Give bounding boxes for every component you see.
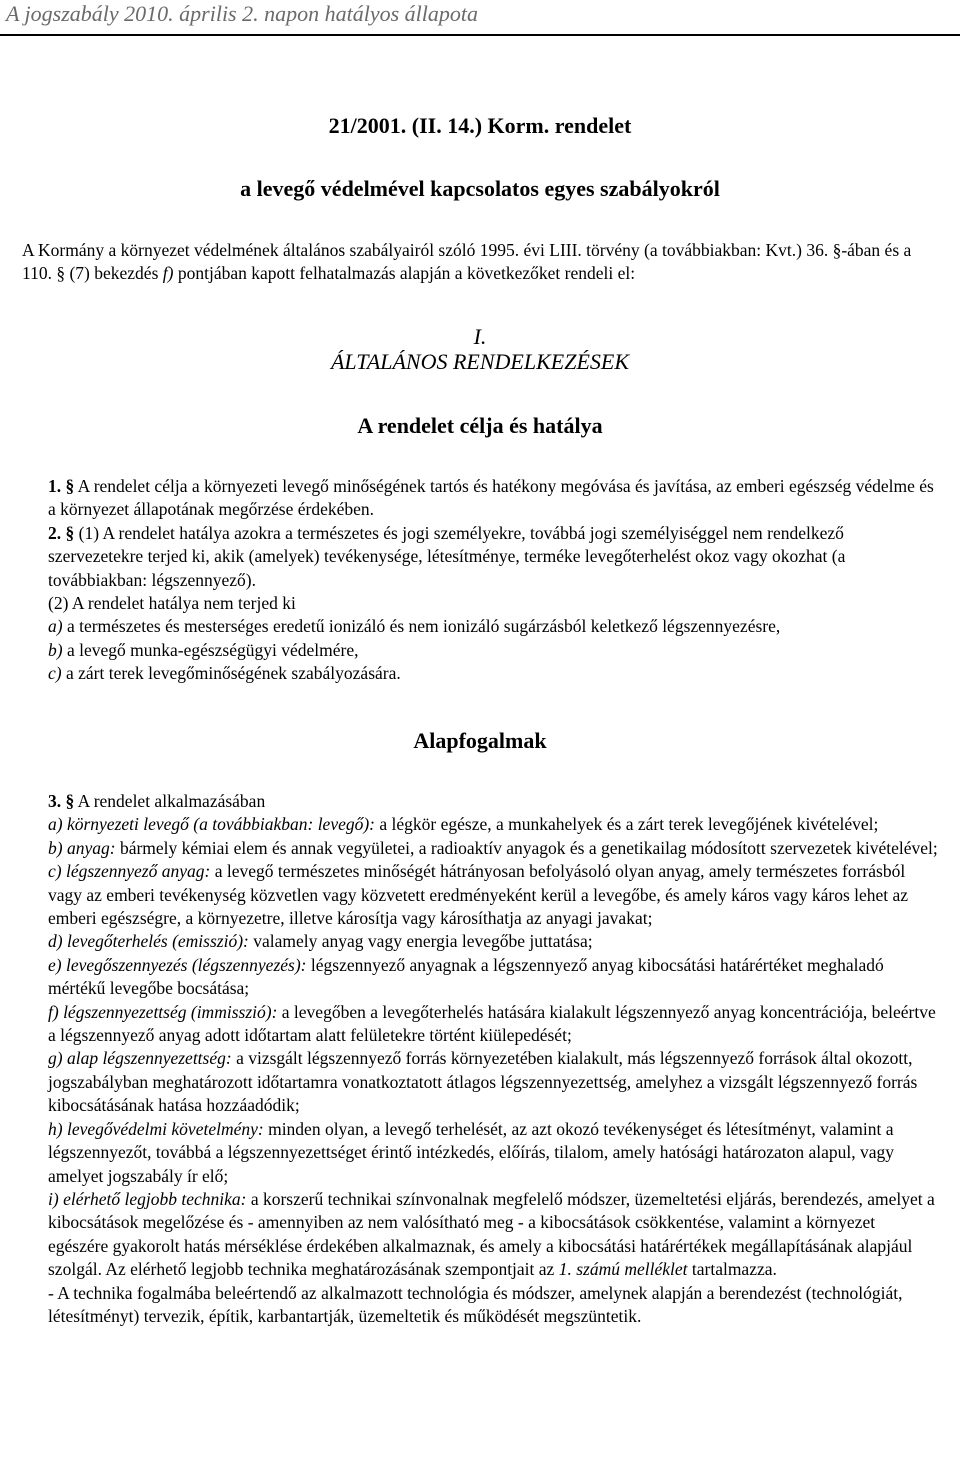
definition-i-note: - A technika fogalmába beleértendő az alkalmazott technológia és módszer, amelynek alapján a berendezést (technológiát, létesítményt) tervezik, építik, karbantartják, üzemeltetik és működését megszüntetik. (48, 1282, 903, 1326)
page-header (0, 0, 960, 36)
definition-c: c) légszennyező anyag: a levegő természetes minőségét hátrányosan befolyásoló olyan anyag, amely természetes forrásból vagy az emberi tevékenység közvetlen vagy közvetett eredményeként kerül a levegőbe, és amely káros vagy káros lehet az emberi egészségre, a környezetre, illetve károsítja vagy károsíthatja az anyagi javakat; (48, 861, 909, 929)
article-2-para-1: 2. § (1) A rendelet hatálya azokra a természetes és jogi személyekre, továbbá jogi személyiséggel nem rendelkező szervezetekre terjed ki, akik (amelyek) tevékenysége, létesítménye, terméke levegőterhelést okoz vagy okozhat (a továbbiakban: légszennyező). (48, 522, 846, 590)
definition-a: a) környezeti levegő (a továbbiakban: levegő): a légkör egésze, a munkahelyek és a zárt terek levegőjének kivételével; (48, 814, 879, 835)
definition-f: f) légszennyezettség (immisszió): a levegőben a levegőterhelés hatására kialakult légszennyező anyag koncentrációja, beleértve a légszennyező anyag adott időtartam alatt felületekre történt kiülepedését; (48, 1001, 936, 1046)
article-3-intro: 3. § A rendelet alkalmazásában (48, 791, 266, 811)
definition-i: i) elérhető legjobb technika: a korszerű technikai színvonalnak megfelelő módszer, üzemeltetési eljárás, berendezés, amelyet a kibocsátások megelőzése és - amennyiben az nem valósítható meg - a kibocsátások csökkentése, valamint a környezet egészére gyakorolt hatás mérséklése érdekében alkalmaznak, és amely a kibocsátási határértékek megállapításának alapjául szolgál. Az elérhető legjobb technika meghatározásának szempontjait az 1. számú melléklet tartalmazza. (48, 1188, 935, 1280)
header-divider (0, 34, 960, 36)
definition-b: b) anyag: bármely kémiai elem és annak vegyületei, a radioaktív anyagok és a genetikailag módosított szervezetek kivételével; (48, 837, 938, 858)
definition-g: g) alap légszennyezettség: a vizsgált légszennyező forrás környezetében kialakult, más légszennyező források által okozott, jogszabályban meghatározott időtartamra vonatkoztatott átlagos légszennyezettség, amelyhez a vizsgált légszennyező forrás kibocsátásának hatása hozzáadódik; (48, 1048, 918, 1116)
section-title-purpose: A rendelet célja és hatálya (357, 413, 603, 438)
article-2-item-b: b) a levegő munka-egészségügyi védelmére, (48, 639, 359, 660)
part-title: ÁLTALÁNOS RENDELKEZÉSEK (330, 349, 630, 374)
articles-1-2 (22, 475, 938, 686)
article-3 (22, 790, 938, 1328)
preamble: A Kormány a környezet védelmének általános szabályairól szóló 1995. évi LIII. törvény (a továbbiakban: Kvt.) 36. §-ában és a 110. § (7) bekezdés f) pontjában kapott felhatalmazás alapján a következőket rendeli el: (22, 240, 912, 284)
part-number: I. (473, 324, 487, 349)
article-2-item-a: a) a természetes és mesterséges eredetű ionizáló és nem ionizáló sugárzásból keletkező légszennyezésre, (48, 616, 781, 637)
article-2-para-2: (2) A rendelet hatálya nem terjed ki (48, 593, 296, 614)
definition-h: h) levegővédelmi követelmény: minden olyan, a levegő terhelését, az azt okozó tevékenységet és létesítményt, valamint a légszennyezőt, továbbá a légszennyezettséget érintő intézkedés, előírás, tilalom, amely hatósági határozaton alapul, vagy amelyet jogszabály ír elő; (48, 1118, 894, 1186)
definition-e: e) levegőszennyezés (légszennyezés): légszennyező anyagnak a légszennyező anyag kibocsátási határértéket meghaladó mértékű levegőbe bocsátása; (48, 954, 884, 999)
decree-subject-title: a levegő védelmével kapcsolatos egyes szabályokról (240, 176, 720, 201)
definition-d: d) levegőterhelés (emisszió): valamely anyag vagy energia levegőbe juttatása; (48, 931, 593, 952)
section-title-definitions: Alapfogalmak (413, 728, 547, 753)
article-2-item-c: c) a zárt terek levegőminőségének szabályozására. (48, 663, 401, 684)
decree-number-title: 21/2001. (II. 14.) Korm. rendelet (328, 113, 632, 138)
article-1: 1. § A rendelet célja a környezeti levegő minőségének tartós és hatékony megóvása és javítása, az emberi egészség védelme és a környezet állapotának megőrzése érdekében. (48, 476, 934, 520)
header-title: A jogszabály 2010. április 2. napon hatályos állapota (6, 1, 479, 26)
